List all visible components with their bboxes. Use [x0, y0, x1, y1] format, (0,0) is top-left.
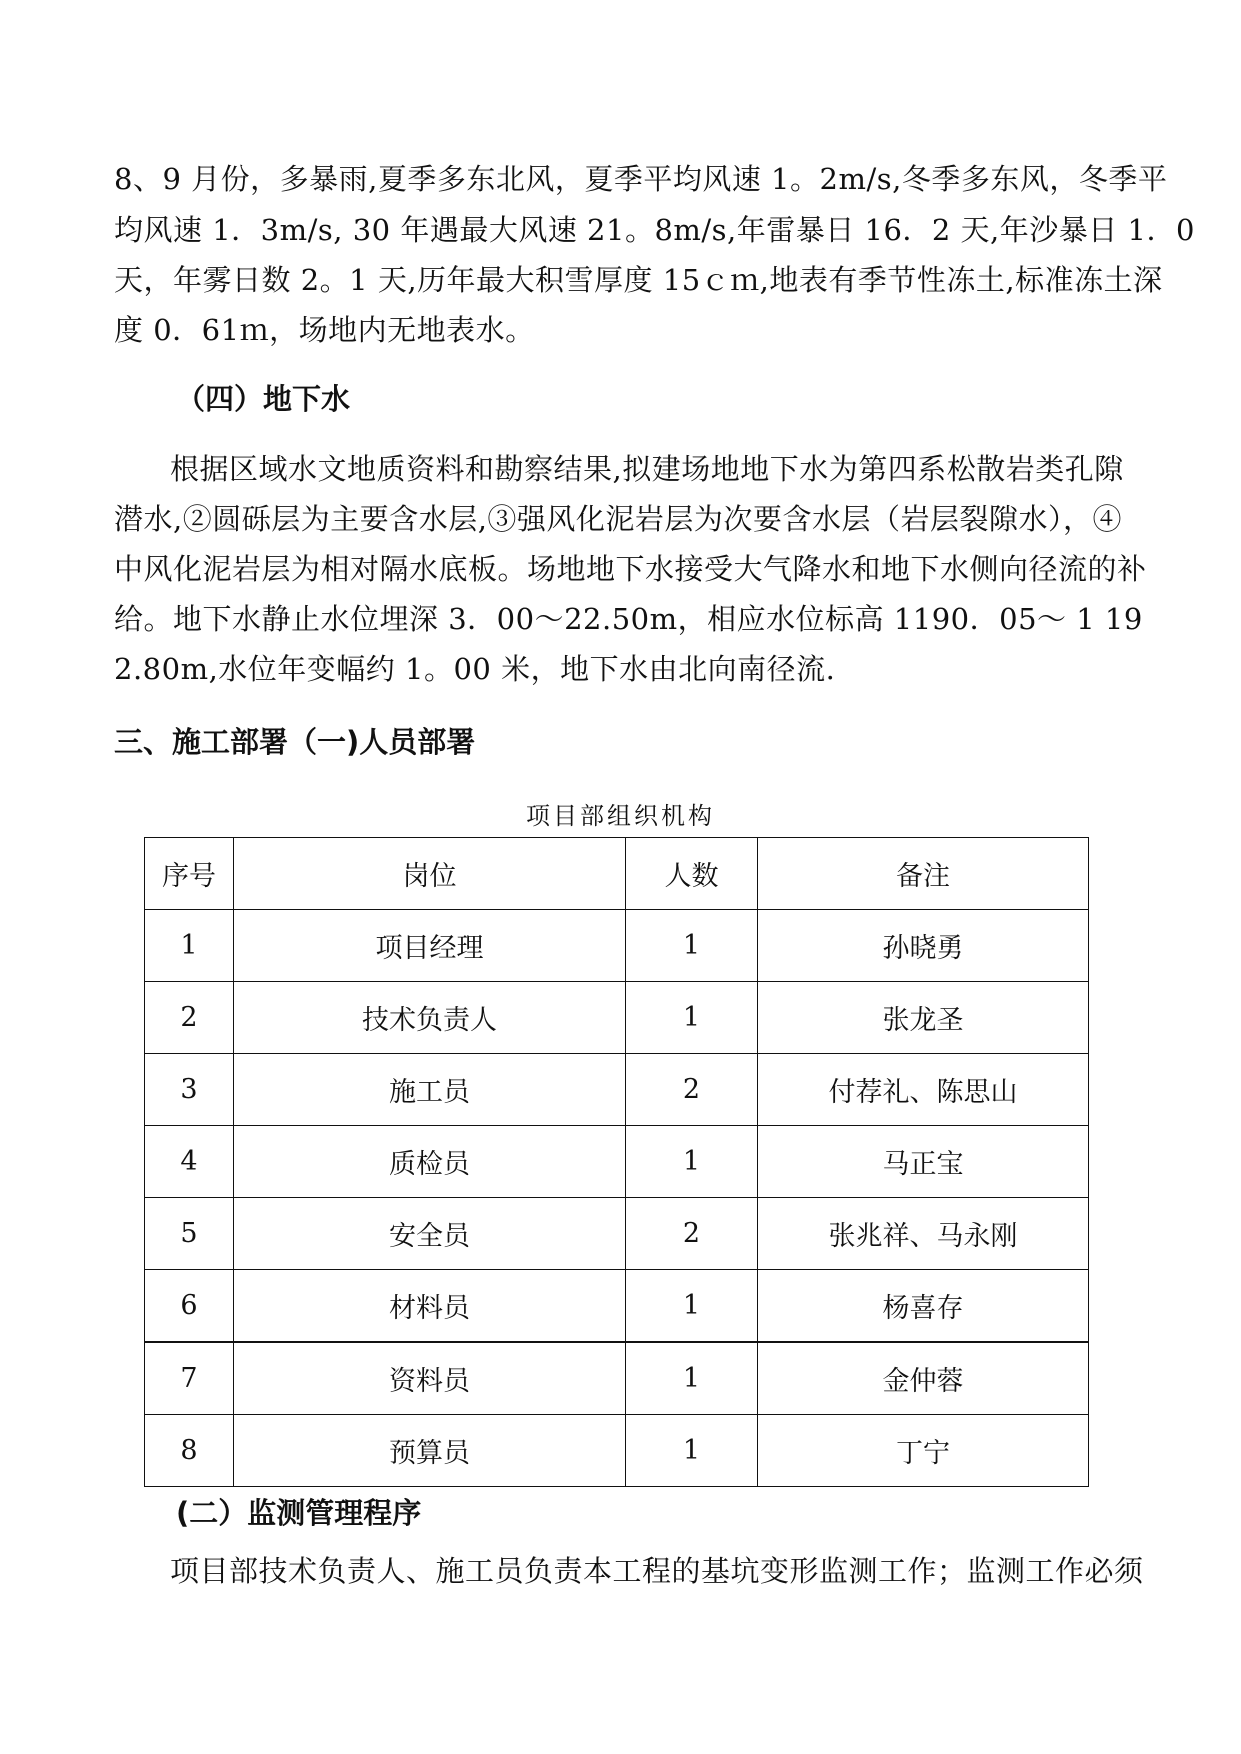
- cell-remark: 张龙圣: [758, 982, 1089, 1054]
- cell-seq: 3: [145, 1054, 234, 1126]
- climate-line-2: 均风速 1．3m/s, 30 年遇最大风速 21。8m/s,年雷暴日 16．2 天,年沙暴日 1．0: [114, 213, 1195, 247]
- cell-seq: 2: [145, 982, 234, 1054]
- organization-table: [144, 837, 1089, 1487]
- cell-position: 质检员: [234, 1126, 626, 1198]
- cell-count: 2: [626, 1054, 758, 1126]
- climate-line-3: 天，年雾日数 2。1 天,历年最大积雪厚度 15ｃｍ,地表有季节性冻土,标准冻土深: [114, 263, 1163, 297]
- cell-count: 1: [626, 1415, 758, 1487]
- cell-seq: 5: [145, 1198, 234, 1270]
- cell-position: 技术负责人: [234, 982, 626, 1054]
- table-row: [145, 1342, 1089, 1415]
- cell-position: 预算员: [234, 1415, 626, 1487]
- cell-position: 安全员: [234, 1198, 626, 1270]
- table-header-row: [145, 838, 1089, 910]
- monitoring-line-1: 项目部技术负责人、施工员负责本工程的基坑变形监测工作；监测工作必须: [170, 1554, 1144, 1588]
- cell-remark: 孙晓勇: [758, 910, 1089, 982]
- table-row: [145, 910, 1089, 982]
- header-remark: 备注: [758, 838, 1089, 910]
- cell-seq: 8: [145, 1415, 234, 1487]
- table-row: [145, 1415, 1089, 1487]
- heading-monitoring: (二）监测管理程序: [176, 1496, 422, 1530]
- table-row: [145, 1126, 1089, 1198]
- cell-count: 1: [626, 982, 758, 1054]
- table-row: [145, 982, 1089, 1054]
- header-position: 岗位: [234, 838, 626, 910]
- cell-count: 2: [626, 1198, 758, 1270]
- cell-remark: 张兆祥、马永刚: [758, 1198, 1089, 1270]
- groundwater-line-2: 潜水,②圆砾层为主要含水层,③强风化泥岩层为次要含水层（岩层裂隙水），④: [114, 502, 1122, 536]
- groundwater-line-4: 给。地下水静止水位埋深 3．00～22.50m，相应水位标高 1190．05～ 1 19: [114, 602, 1143, 636]
- groundwater-line-1: 根据区域水文地质资料和勘察结果,拟建场地地下水为第四系松散岩类孔隙: [170, 452, 1124, 486]
- table-row: [145, 1198, 1089, 1270]
- cell-position: 项目经理: [234, 910, 626, 982]
- cell-remark: 付荐礼、陈思山: [758, 1054, 1089, 1126]
- table-row: [145, 1054, 1089, 1126]
- groundwater-line-3: 中风化泥岩层为相对隔水底板。场地地下水接受大气降水和地下水侧向径流的补: [114, 552, 1147, 586]
- cell-count: 1: [626, 1126, 758, 1198]
- header-count: 人数: [626, 838, 758, 910]
- cell-remark: 丁宁: [758, 1415, 1089, 1487]
- table-row: [145, 1270, 1089, 1343]
- cell-remark: 杨喜存: [758, 1270, 1089, 1343]
- cell-count: 1: [626, 1270, 758, 1343]
- table-caption: 项目部组织机构: [526, 802, 715, 830]
- cell-count: 1: [626, 910, 758, 982]
- cell-remark: 金仲蓉: [758, 1342, 1089, 1415]
- cell-count: 1: [626, 1342, 758, 1415]
- cell-position: 资料员: [234, 1342, 626, 1415]
- heading-groundwater: （四）地下水: [176, 382, 351, 416]
- groundwater-line-5: 2.80m,水位年变幅约 1。00 米，地下水由北向南径流.: [114, 652, 836, 686]
- cell-position: 施工员: [234, 1054, 626, 1126]
- header-seq: 序号: [145, 838, 234, 910]
- climate-line-1: 8、9 月份，多暴雨,夏季多东北风，夏季平均风速 1。2m/s,冬季多东风，冬季平: [114, 162, 1168, 196]
- climate-line-4: 度 0．61ｍ，场地内无地表水。: [114, 313, 535, 347]
- cell-seq: 6: [145, 1270, 234, 1343]
- cell-seq: 1: [145, 910, 234, 982]
- cell-remark: 马正宝: [758, 1126, 1089, 1198]
- cell-seq: 4: [145, 1126, 234, 1198]
- heading-section-3: 三、施工部署（一)人员部署: [114, 725, 476, 759]
- cell-seq: 7: [145, 1342, 234, 1415]
- cell-position: 材料员: [234, 1270, 626, 1343]
